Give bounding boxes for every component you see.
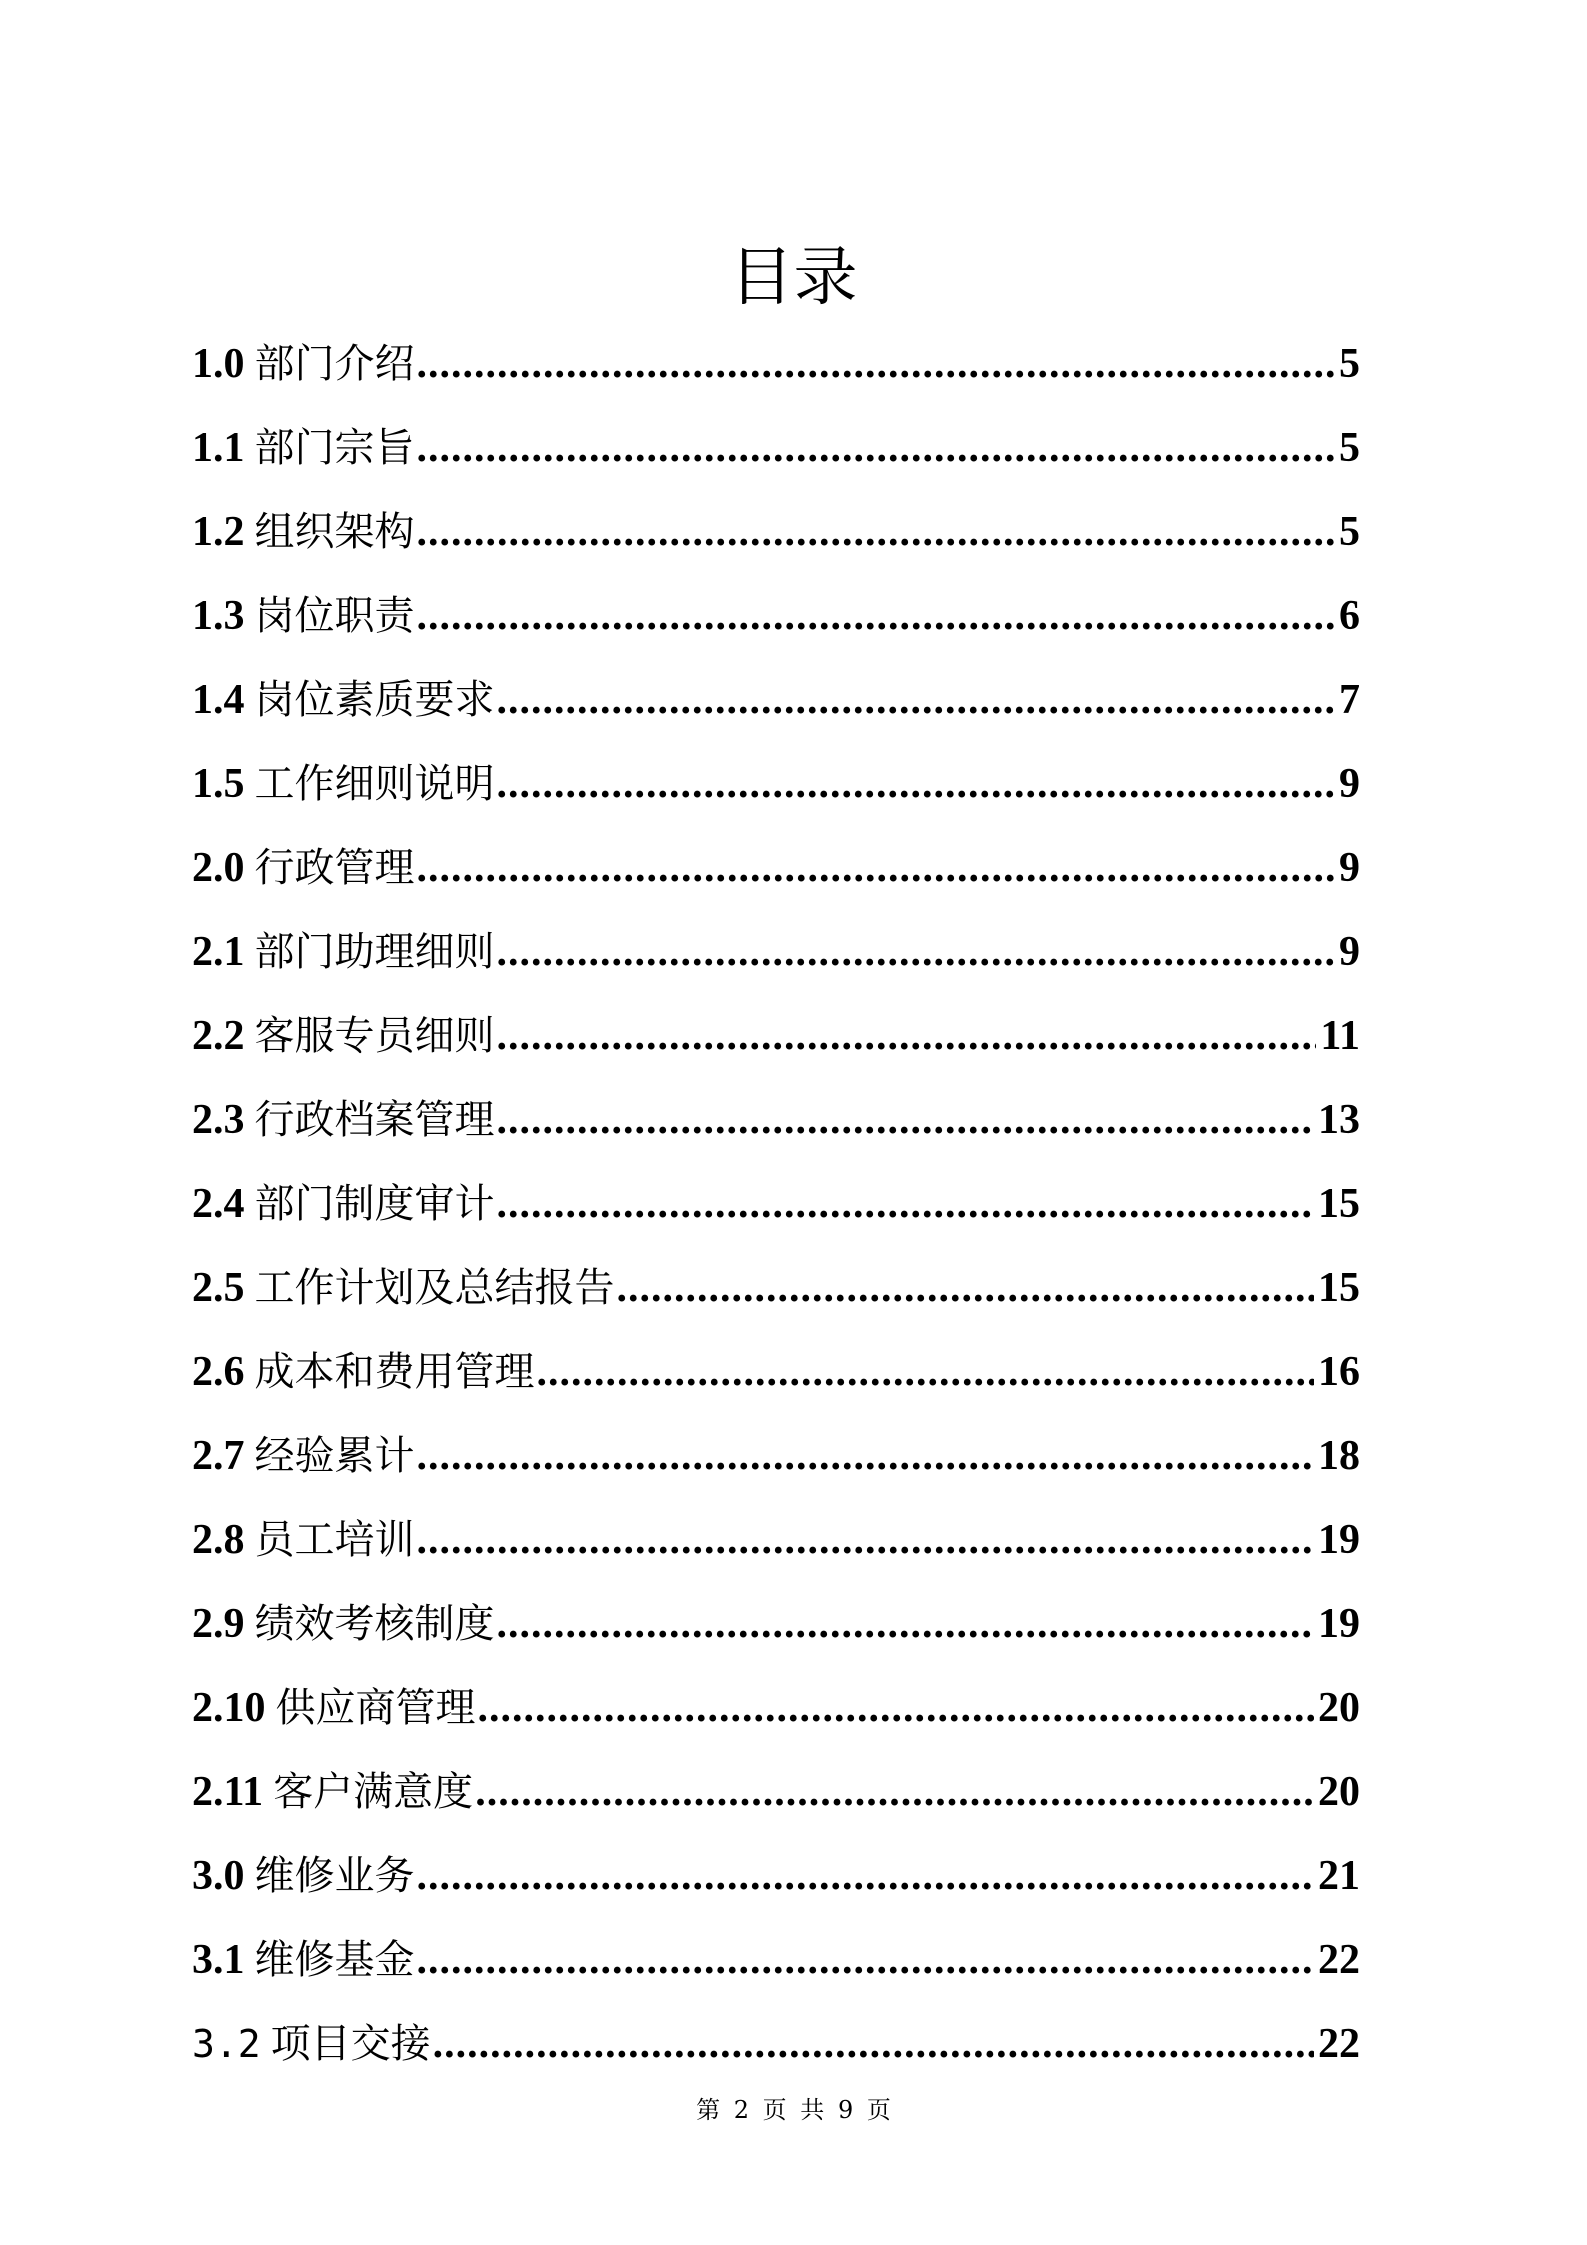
toc-title: 绩效考核制度 [254,1601,495,1647]
toc-page-number: 5 [1339,341,1360,387]
toc-number: 2.10 [192,1685,266,1731]
toc-title: 部门宗旨 [254,425,415,471]
toc-page-number: 19 [1318,1517,1360,1563]
toc-number: 2.4 [192,1181,245,1227]
toc-title: 部门助理细则 [254,929,495,975]
toc-title: 工作计划及总结报告 [254,1265,615,1311]
toc-number: 1.3 [192,593,245,639]
toc-number: 2.0 [192,845,245,891]
toc-leader [475,1750,1314,1834]
toc-entry[interactable] [192,910,1360,994]
toc-number: 1.2 [192,509,245,555]
toc-title: 部门制度审计 [254,1181,495,1227]
toc-leader [417,1498,1315,1582]
toc-page-number: 21 [1318,1853,1360,1899]
toc-number: 1.1 [192,425,245,471]
toc-number: 1.5 [192,761,245,807]
toc-leader [417,322,1336,406]
toc-title: 工作细则说明 [254,761,495,807]
toc-leader [497,1078,1315,1162]
toc-number: 3.2 [192,2022,261,2066]
toc-entry[interactable] [192,1918,1360,2002]
toc-title: 客户满意度 [273,1769,474,1815]
toc-leader [537,1330,1315,1414]
toc-page-number: 5 [1339,425,1360,471]
toc-number: 3.0 [192,1853,245,1899]
toc-entry[interactable] [192,1246,1360,1330]
toc-entry[interactable] [192,574,1360,658]
toc-entry[interactable] [192,994,1360,1078]
toc-entry[interactable] [192,490,1360,574]
toc-leader [417,1414,1315,1498]
toc-number: 2.2 [192,1013,245,1059]
toc-entry[interactable] [192,1666,1360,1750]
toc-entry[interactable] [192,1750,1360,1834]
toc-title: 供应商管理 [275,1685,476,1731]
toc-leader [433,2002,1314,2086]
page-footer: 第 2 页 共 9 页 [696,2096,891,2124]
toc-leader [497,1162,1315,1246]
toc-page-number: 9 [1339,761,1360,807]
toc-title: 经验累计 [254,1433,415,1479]
toc-page-number: 13 [1318,1097,1360,1143]
page-title: 目录 [729,241,858,315]
toc-number: 1.0 [192,341,245,387]
toc-entry[interactable] [192,1834,1360,1918]
toc-number: 2.9 [192,1601,245,1647]
toc-title: 维修业务 [254,1853,415,1899]
toc-number: 2.8 [192,1517,245,1563]
toc-entry[interactable] [192,1498,1360,1582]
toc-number: 2.1 [192,929,245,975]
toc-page-number: 6 [1339,593,1360,639]
toc-page-number: 20 [1318,1769,1360,1815]
toc-number: 2.11 [192,1769,264,1815]
toc-leader [417,490,1336,574]
toc-entry[interactable] [192,322,1360,406]
toc-title: 行政管理 [254,845,415,891]
toc-leader [417,826,1336,910]
toc-entry[interactable] [192,1330,1360,1414]
toc-page-number: 9 [1339,929,1360,975]
toc-entry[interactable] [192,1414,1360,1498]
toc-entry[interactable] [192,658,1360,742]
toc-page-number: 11 [1320,1013,1360,1059]
toc-leader [497,994,1317,1078]
toc-page-number: 9 [1339,845,1360,891]
toc-entry[interactable] [192,742,1360,826]
toc-page-number: 15 [1318,1265,1360,1311]
toc-number: 1.4 [192,677,245,723]
toc-number: 2.6 [192,1349,245,1395]
toc-title: 岗位素质要求 [254,677,495,723]
toc-title: 成本和费用管理 [254,1349,535,1395]
toc-page-number: 7 [1339,677,1360,723]
toc-number: 2.3 [192,1097,245,1143]
toc-page-number: 5 [1339,509,1360,555]
toc-leader [497,1582,1315,1666]
toc-leader [417,406,1336,490]
table-of-contents [192,322,1360,2086]
toc-entry[interactable] [192,406,1360,490]
toc-entry[interactable] [192,2002,1360,2086]
toc-number: 3.1 [192,1937,245,1983]
toc-leader [478,1666,1315,1750]
toc-title: 部门介绍 [254,341,415,387]
toc-number: 2.7 [192,1433,245,1479]
toc-page-number: 16 [1318,1349,1360,1395]
toc-leader [417,574,1336,658]
toc-page-number: 20 [1318,1685,1360,1731]
toc-entry[interactable] [192,826,1360,910]
toc-leader [417,1918,1315,2002]
toc-leader [497,742,1336,826]
toc-number: 2.5 [192,1265,245,1311]
toc-title: 行政档案管理 [254,1097,495,1143]
toc-leader [497,658,1336,742]
toc-page-number: 18 [1318,1433,1360,1479]
toc-title: 客服专员细则 [254,1013,495,1059]
toc-title: 组织架构 [254,509,415,555]
toc-leader [417,1834,1315,1918]
toc-leader [617,1246,1315,1330]
toc-entry[interactable] [192,1582,1360,1666]
toc-leader [497,910,1336,994]
toc-page-number: 22 [1318,2021,1360,2067]
toc-page-number: 22 [1318,1937,1360,1983]
toc-page-number: 15 [1318,1181,1360,1227]
toc-page-number: 19 [1318,1601,1360,1647]
toc-entry[interactable] [192,1078,1360,1162]
toc-entry[interactable] [192,1162,1360,1246]
toc-title: 员工培训 [254,1517,415,1563]
toc-title: 维修基金 [254,1937,415,1983]
toc-title: 岗位职责 [254,593,415,639]
toc-title: 项目交接 [270,2021,431,2067]
